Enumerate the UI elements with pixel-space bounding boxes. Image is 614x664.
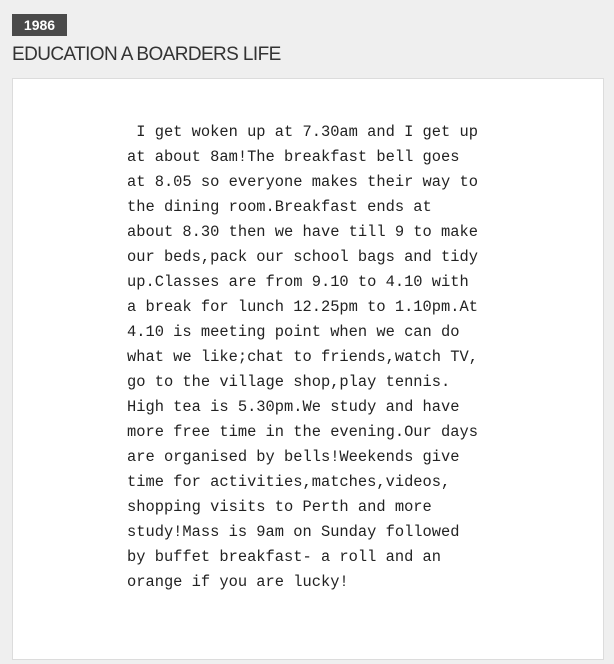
page-title: EDUCATION A BOARDERS LIFE bbox=[12, 44, 281, 65]
story-text: I get woken up at 7.30am and I get up at about 8am!The breakfast bell goes at 8.05 so everyone makes their way to the dining room.Breakfast ends at about 8.30 then we have till 9 to make our beds,pack our school bags and tidy up.Classes are from 9.10 to 4.10 with a break for lunch 12.25pm to 1.10pm.At 4.10 is meeting point when we can do what we like;chat to friends,watch TV, go to the village shop,play tennis. High tea is 5.30pm.We study and have more free time in the evening.Our days are organised by bells!Weekends give time for activities,matches,videos, shopping visits to Perth and more study!Mass is 9am on Sunday followed by buffet breakfast- a roll and an orange if you are lucky! bbox=[127, 123, 478, 591]
year-badge: 1986 bbox=[12, 14, 67, 36]
